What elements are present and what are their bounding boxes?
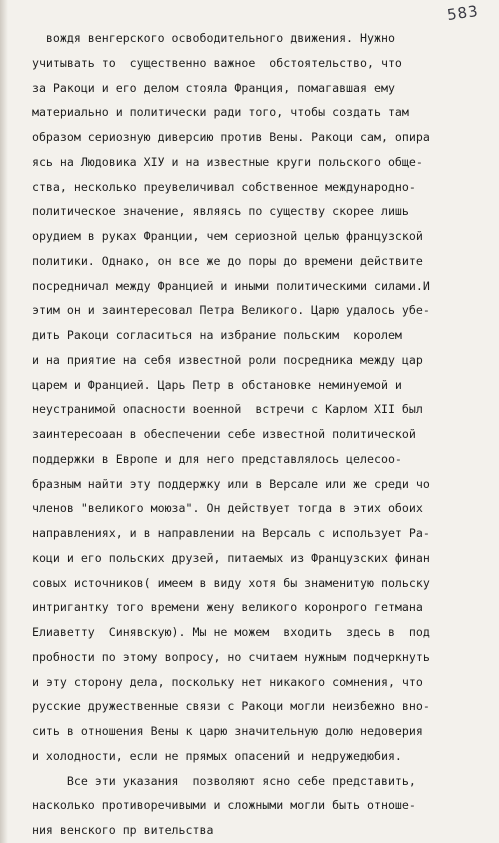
text-line: царем и Францией. Царь Петр в обстановке неминуемой и xyxy=(18,378,402,392)
page-number: 583 xyxy=(445,1,480,25)
page-edge-shadow xyxy=(0,0,8,843)
text-line: членов "великого моюза". Он действует тогда в этих обоих xyxy=(18,501,423,515)
text-line: насколько противоречивыми и сложными могли быть отноше- xyxy=(18,798,416,812)
text-line: и на приятие на себя известной роли посредника между цар xyxy=(18,353,423,367)
text-line: орудием в руках Франции, чем сериозной целью французской xyxy=(18,229,423,243)
text-line: поддержки в Европе и для него представлялось целесоо- xyxy=(18,452,402,466)
text-line: сить в отношения Вены к царю значительную долю недоверия xyxy=(18,724,423,738)
text-line: посредничал между Францией и иными политическими силами.И xyxy=(18,279,430,293)
text-line: Все эти указания позволяют ясно себе представить, xyxy=(18,774,416,788)
text-line: направлениях, и в направлении на Версаль с использует Ра- xyxy=(18,526,430,540)
text-line: и холодности, если не прямых опасений и недружедюбия. xyxy=(18,749,402,763)
text-line: ства, несколько преувеличивал собственное международно- xyxy=(18,180,416,194)
text-line: дить Ракоци согласиться на избрание польским королем xyxy=(18,328,402,342)
text-line: политическое значение, являясь по существу скорее лишь xyxy=(18,204,409,218)
text-line: ния венского пр вительства xyxy=(18,823,214,837)
text-line: и эту сторону дела, поскольку нет никакого сомнения, что xyxy=(18,675,423,689)
text-line: образом сериозную диверсию против Вены. Ракоци сам, опира xyxy=(18,130,430,144)
text-line: политики. Однако, он все же до поры до времени действите xyxy=(18,254,423,268)
text-line: коци и его польских друзей, питаемых из Французских финан xyxy=(18,551,430,565)
text-line: интригантку того времени жену великого коронрого гетмана xyxy=(18,600,423,614)
text-line: за Ракоци и его делом стояла Франция, помагавшая ему xyxy=(18,81,395,95)
text-line: бразным найти эту поддержку или в Версале или же среди чо xyxy=(18,477,430,491)
text-line: русские дружественные связи с Ракоци могли неизбежно вно- xyxy=(18,699,430,713)
text-line: Елиаветту Синявскую). Мы не можем входить здесь в под xyxy=(18,625,430,639)
text-line: неустранимой опасности военной встречи с Карлом XII был xyxy=(18,402,423,416)
text-line: пробности по этому вопросу, но считаем нужным подчеркнуть xyxy=(18,650,430,664)
text-line: учитывать то существенно важное обстоятельство, что xyxy=(18,56,402,70)
text-line: совых источников( имеем в виду хотя бы знаменитую польску xyxy=(18,576,430,590)
text-line: заинтересоаан в обеспечении себе известной политической xyxy=(18,427,416,441)
text-line: материально и политически ради того, чтобы создать там xyxy=(18,105,409,119)
text-line: ясь на Людовика XIУ и на известные круги польского обще- xyxy=(18,155,423,169)
text-line: этим он и заинтересовал Петра Великого. Царю удалось убе- xyxy=(18,303,430,317)
text-line: вождя венгерского освободительного движения. Нужно xyxy=(18,31,395,45)
